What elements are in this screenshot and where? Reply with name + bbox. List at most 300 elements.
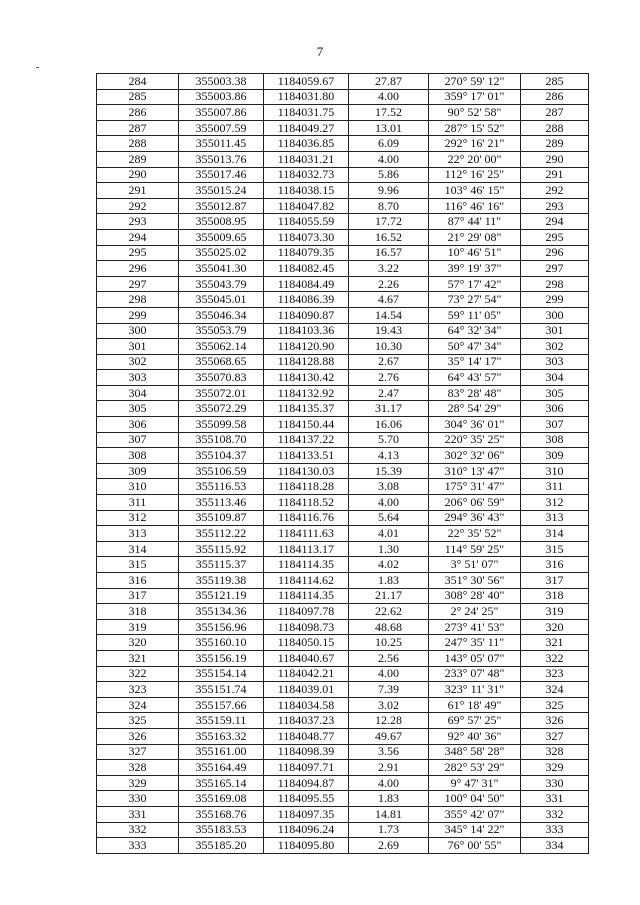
bearing-cell: 351° 30' 56" [429, 573, 521, 589]
x-coordinate-cell: 355072.01 [179, 385, 264, 401]
bearing-cell: 206° 06' 59" [429, 495, 521, 511]
point-number-cell: 298 [97, 292, 179, 308]
table-row [97, 822, 589, 838]
next-point-number-cell: 291 [521, 167, 589, 183]
bearing-cell: 69° 57' 25" [429, 713, 521, 729]
x-coordinate-cell: 355159.11 [179, 713, 264, 729]
y-coordinate-cell: 1184132.92 [264, 385, 349, 401]
y-coordinate-cell: 1184034.58 [264, 697, 349, 713]
y-coordinate-cell: 1184082.45 [264, 261, 349, 277]
next-point-number-cell: 334 [521, 838, 589, 854]
bearing-cell: 59° 11' 05" [429, 307, 521, 323]
point-number-cell: 322 [97, 666, 179, 682]
distance-cell: 10.30 [349, 339, 429, 355]
y-coordinate-cell: 1184031.21 [264, 151, 349, 167]
bearing-cell: 345° 14' 22" [429, 822, 521, 838]
x-coordinate-cell: 355164.49 [179, 760, 264, 776]
next-point-number-cell: 285 [521, 74, 589, 90]
table-row [97, 448, 589, 464]
table-row [97, 697, 589, 713]
x-coordinate-cell: 355011.45 [179, 136, 264, 152]
y-coordinate-cell: 1184114.35 [264, 588, 349, 604]
x-coordinate-cell: 355160.10 [179, 635, 264, 651]
y-coordinate-cell: 1184086.39 [264, 292, 349, 308]
next-point-number-cell: 292 [521, 183, 589, 199]
table-row [97, 323, 589, 339]
x-coordinate-cell: 355046.34 [179, 307, 264, 323]
bearing-cell: 233° 07' 48" [429, 666, 521, 682]
x-coordinate-cell: 355156.19 [179, 650, 264, 666]
table-row [97, 120, 589, 136]
table-row [97, 432, 589, 448]
table-row [97, 744, 589, 760]
x-coordinate-cell: 355072.29 [179, 401, 264, 417]
table-row [97, 401, 589, 417]
point-number-cell: 324 [97, 697, 179, 713]
next-point-number-cell: 315 [521, 541, 589, 557]
bearing-cell: 308° 28' 40" [429, 588, 521, 604]
bearing-cell: 87° 44' 11" [429, 214, 521, 230]
next-point-number-cell: 330 [521, 775, 589, 791]
x-coordinate-cell: 355099.58 [179, 417, 264, 433]
bearing-cell: 64° 32' 34" [429, 323, 521, 339]
point-number-cell: 288 [97, 136, 179, 152]
bearing-cell: 302° 32' 06" [429, 448, 521, 464]
y-coordinate-cell: 1184097.71 [264, 760, 349, 776]
x-coordinate-cell: 355154.14 [179, 666, 264, 682]
next-point-number-cell: 307 [521, 417, 589, 433]
point-number-cell: 295 [97, 245, 179, 261]
distance-cell: 19.43 [349, 323, 429, 339]
point-number-cell: 329 [97, 775, 179, 791]
table-row [97, 495, 589, 511]
x-coordinate-cell: 355163.32 [179, 728, 264, 744]
bearing-cell: 116° 46' 16" [429, 198, 521, 214]
table-row [97, 198, 589, 214]
next-point-number-cell: 311 [521, 479, 589, 495]
distance-cell: 10.25 [349, 635, 429, 651]
table-row [97, 354, 589, 370]
x-coordinate-cell: 355183.53 [179, 822, 264, 838]
x-coordinate-cell: 355070.83 [179, 370, 264, 386]
y-coordinate-cell: 1184130.42 [264, 370, 349, 386]
point-number-cell: 308 [97, 448, 179, 464]
bearing-cell: 28° 54' 29" [429, 401, 521, 417]
x-coordinate-cell: 355045.01 [179, 292, 264, 308]
point-number-cell: 286 [97, 105, 179, 121]
bearing-cell: 114° 59' 25" [429, 541, 521, 557]
next-point-number-cell: 332 [521, 806, 589, 822]
bearing-cell: 103° 46' 15" [429, 183, 521, 199]
distance-cell: 9.96 [349, 183, 429, 199]
table-row [97, 370, 589, 386]
distance-cell: 12.28 [349, 713, 429, 729]
distance-cell: 16.06 [349, 417, 429, 433]
y-coordinate-cell: 1184042.21 [264, 666, 349, 682]
distance-cell: 4.00 [349, 775, 429, 791]
y-coordinate-cell: 1184095.55 [264, 791, 349, 807]
x-coordinate-cell: 355161.00 [179, 744, 264, 760]
next-point-number-cell: 326 [521, 713, 589, 729]
x-coordinate-cell: 355165.14 [179, 775, 264, 791]
distance-cell: 14.81 [349, 806, 429, 822]
x-coordinate-cell: 355104.37 [179, 448, 264, 464]
next-point-number-cell: 318 [521, 588, 589, 604]
distance-cell: 4.13 [349, 448, 429, 464]
y-coordinate-cell: 1184049.27 [264, 120, 349, 136]
point-number-cell: 318 [97, 604, 179, 620]
next-point-number-cell: 331 [521, 791, 589, 807]
next-point-number-cell: 319 [521, 604, 589, 620]
table-row [97, 183, 589, 199]
point-number-cell: 285 [97, 89, 179, 105]
bearing-cell: 287° 15' 52" [429, 120, 521, 136]
bearing-cell: 21° 29' 08" [429, 229, 521, 245]
table-row [97, 557, 589, 573]
y-coordinate-cell: 1184097.35 [264, 806, 349, 822]
coordinates-table-body [97, 74, 589, 854]
next-point-number-cell: 320 [521, 619, 589, 635]
bearing-cell: 57° 17' 42" [429, 276, 521, 292]
distance-cell: 4.01 [349, 526, 429, 542]
distance-cell: 2.47 [349, 385, 429, 401]
point-number-cell: 330 [97, 791, 179, 807]
distance-cell: 2.91 [349, 760, 429, 776]
point-number-cell: 319 [97, 619, 179, 635]
x-coordinate-cell: 355157.66 [179, 697, 264, 713]
bearing-cell: 39° 19' 37" [429, 261, 521, 277]
table-row [97, 573, 589, 589]
distance-cell: 22.62 [349, 604, 429, 620]
next-point-number-cell: 298 [521, 276, 589, 292]
next-point-number-cell: 308 [521, 432, 589, 448]
x-coordinate-cell: 355003.86 [179, 89, 264, 105]
y-coordinate-cell: 1184120.90 [264, 339, 349, 355]
table-row [97, 417, 589, 433]
distance-cell: 16.52 [349, 229, 429, 245]
y-coordinate-cell: 1184095.80 [264, 838, 349, 854]
table-row [97, 89, 589, 105]
point-number-cell: 311 [97, 495, 179, 511]
next-point-number-cell: 296 [521, 245, 589, 261]
distance-cell: 2.76 [349, 370, 429, 386]
table-row [97, 635, 589, 651]
distance-cell: 27.87 [349, 74, 429, 90]
distance-cell: 14.54 [349, 307, 429, 323]
y-coordinate-cell: 1184118.52 [264, 495, 349, 511]
table-row [97, 510, 589, 526]
point-number-cell: 332 [97, 822, 179, 838]
distance-cell: 4.00 [349, 151, 429, 167]
point-number-cell: 325 [97, 713, 179, 729]
distance-cell: 5.86 [349, 167, 429, 183]
x-coordinate-cell: 355068.65 [179, 354, 264, 370]
next-point-number-cell: 312 [521, 495, 589, 511]
distance-cell: 4.02 [349, 557, 429, 573]
point-number-cell: 301 [97, 339, 179, 355]
distance-cell: 48.68 [349, 619, 429, 635]
table-row [97, 666, 589, 682]
table-row [97, 245, 589, 261]
x-coordinate-cell: 355025.02 [179, 245, 264, 261]
table-row [97, 838, 589, 854]
y-coordinate-cell: 1184113.17 [264, 541, 349, 557]
point-number-cell: 320 [97, 635, 179, 651]
distance-cell: 5.64 [349, 510, 429, 526]
next-point-number-cell: 288 [521, 120, 589, 136]
bearing-cell: 22° 20' 00" [429, 151, 521, 167]
table-row [97, 806, 589, 822]
y-coordinate-cell: 1184039.01 [264, 682, 349, 698]
distance-cell: 4.00 [349, 495, 429, 511]
x-coordinate-cell: 355012.87 [179, 198, 264, 214]
table-row [97, 214, 589, 230]
x-coordinate-cell: 355043.79 [179, 276, 264, 292]
next-point-number-cell: 303 [521, 354, 589, 370]
y-coordinate-cell: 1184130.03 [264, 463, 349, 479]
y-coordinate-cell: 1184090.87 [264, 307, 349, 323]
bearing-cell: 92° 40' 36" [429, 728, 521, 744]
next-point-number-cell: 310 [521, 463, 589, 479]
distance-cell: 5.70 [349, 432, 429, 448]
x-coordinate-cell: 355062.14 [179, 339, 264, 355]
next-point-number-cell: 302 [521, 339, 589, 355]
table-row [97, 292, 589, 308]
next-point-number-cell: 317 [521, 573, 589, 589]
next-point-number-cell: 328 [521, 744, 589, 760]
table-row [97, 167, 589, 183]
point-number-cell: 313 [97, 526, 179, 542]
bearing-cell: 355° 42' 07" [429, 806, 521, 822]
next-point-number-cell: 286 [521, 89, 589, 105]
distance-cell: 7.39 [349, 682, 429, 698]
table-row [97, 728, 589, 744]
table-row [97, 105, 589, 121]
next-point-number-cell: 299 [521, 292, 589, 308]
distance-cell: 6.09 [349, 136, 429, 152]
table-row [97, 541, 589, 557]
y-coordinate-cell: 1184118.28 [264, 479, 349, 495]
table-row [97, 276, 589, 292]
next-point-number-cell: 313 [521, 510, 589, 526]
y-coordinate-cell: 1184111.63 [264, 526, 349, 542]
distance-cell: 13.01 [349, 120, 429, 136]
bearing-cell: 22° 35' 52" [429, 526, 521, 542]
table-row [97, 604, 589, 620]
x-coordinate-cell: 355017.46 [179, 167, 264, 183]
point-number-cell: 304 [97, 385, 179, 401]
point-number-cell: 297 [97, 276, 179, 292]
bearing-cell: 35° 14' 17" [429, 354, 521, 370]
point-number-cell: 305 [97, 401, 179, 417]
bearing-cell: 220° 35' 25" [429, 432, 521, 448]
table-row [97, 261, 589, 277]
point-number-cell: 315 [97, 557, 179, 573]
y-coordinate-cell: 1184047.82 [264, 198, 349, 214]
bearing-cell: 100° 04' 50" [429, 791, 521, 807]
x-coordinate-cell: 355015.24 [179, 183, 264, 199]
coordinates-table [96, 73, 589, 854]
x-coordinate-cell: 355151.74 [179, 682, 264, 698]
margin-mark [36, 67, 39, 68]
y-coordinate-cell: 1184050.15 [264, 635, 349, 651]
bearing-cell: 76° 00' 55" [429, 838, 521, 854]
x-coordinate-cell: 355156.96 [179, 619, 264, 635]
next-point-number-cell: 322 [521, 650, 589, 666]
point-number-cell: 323 [97, 682, 179, 698]
bearing-cell: 83° 28' 48" [429, 385, 521, 401]
distance-cell: 3.22 [349, 261, 429, 277]
y-coordinate-cell: 1184096.24 [264, 822, 349, 838]
x-coordinate-cell: 355115.37 [179, 557, 264, 573]
bearing-cell: 3° 51' 07" [429, 557, 521, 573]
table-row [97, 74, 589, 90]
next-point-number-cell: 329 [521, 760, 589, 776]
next-point-number-cell: 316 [521, 557, 589, 573]
bearing-cell: 64° 43' 57" [429, 370, 521, 386]
point-number-cell: 294 [97, 229, 179, 245]
point-number-cell: 299 [97, 307, 179, 323]
y-coordinate-cell: 1184084.49 [264, 276, 349, 292]
x-coordinate-cell: 355115.92 [179, 541, 264, 557]
x-coordinate-cell: 355112.22 [179, 526, 264, 542]
distance-cell: 2.26 [349, 276, 429, 292]
bearing-cell: 73° 27' 54" [429, 292, 521, 308]
x-coordinate-cell: 355007.86 [179, 105, 264, 121]
point-number-cell: 326 [97, 728, 179, 744]
table-row [97, 463, 589, 479]
x-coordinate-cell: 355119.38 [179, 573, 264, 589]
table-row [97, 713, 589, 729]
next-point-number-cell: 333 [521, 822, 589, 838]
y-coordinate-cell: 1184032.73 [264, 167, 349, 183]
y-coordinate-cell: 1184116.76 [264, 510, 349, 526]
next-point-number-cell: 309 [521, 448, 589, 464]
y-coordinate-cell: 1184103.36 [264, 323, 349, 339]
point-number-cell: 287 [97, 120, 179, 136]
y-coordinate-cell: 1184098.73 [264, 619, 349, 635]
table-row [97, 588, 589, 604]
distance-cell: 31.17 [349, 401, 429, 417]
table-row [97, 775, 589, 791]
next-point-number-cell: 295 [521, 229, 589, 245]
point-number-cell: 314 [97, 541, 179, 557]
distance-cell: 4.67 [349, 292, 429, 308]
table-row [97, 229, 589, 245]
next-point-number-cell: 304 [521, 370, 589, 386]
next-point-number-cell: 324 [521, 682, 589, 698]
distance-cell: 2.67 [349, 354, 429, 370]
point-number-cell: 296 [97, 261, 179, 277]
next-point-number-cell: 325 [521, 697, 589, 713]
point-number-cell: 333 [97, 838, 179, 854]
bearing-cell: 10° 46' 51" [429, 245, 521, 261]
point-number-cell: 327 [97, 744, 179, 760]
x-coordinate-cell: 355053.79 [179, 323, 264, 339]
bearing-cell: 292° 16' 21" [429, 136, 521, 152]
bearing-cell: 359° 17' 01" [429, 89, 521, 105]
next-point-number-cell: 293 [521, 198, 589, 214]
y-coordinate-cell: 1184059.67 [264, 74, 349, 90]
table-row [97, 760, 589, 776]
point-number-cell: 289 [97, 151, 179, 167]
y-coordinate-cell: 1184133.51 [264, 448, 349, 464]
next-point-number-cell: 321 [521, 635, 589, 651]
x-coordinate-cell: 355109.87 [179, 510, 264, 526]
y-coordinate-cell: 1184073.30 [264, 229, 349, 245]
bearing-cell: 61° 18' 49" [429, 697, 521, 713]
x-coordinate-cell: 355116.53 [179, 479, 264, 495]
point-number-cell: 292 [97, 198, 179, 214]
distance-cell: 1.83 [349, 791, 429, 807]
bearing-cell: 9° 47' 31" [429, 775, 521, 791]
distance-cell: 3.08 [349, 479, 429, 495]
distance-cell: 21.17 [349, 588, 429, 604]
y-coordinate-cell: 1184036.85 [264, 136, 349, 152]
x-coordinate-cell: 355041.30 [179, 261, 264, 277]
y-coordinate-cell: 1184150.44 [264, 417, 349, 433]
next-point-number-cell: 297 [521, 261, 589, 277]
point-number-cell: 306 [97, 417, 179, 433]
page-number: 7 [316, 44, 324, 59]
distance-cell: 8.70 [349, 198, 429, 214]
point-number-cell: 302 [97, 354, 179, 370]
distance-cell: 4.00 [349, 89, 429, 105]
distance-cell: 17.72 [349, 214, 429, 230]
x-coordinate-cell: 355106.59 [179, 463, 264, 479]
next-point-number-cell: 306 [521, 401, 589, 417]
bearing-cell: 273° 41' 53" [429, 619, 521, 635]
x-coordinate-cell: 355108.70 [179, 432, 264, 448]
point-number-cell: 300 [97, 323, 179, 339]
distance-cell: 3.02 [349, 697, 429, 713]
point-number-cell: 316 [97, 573, 179, 589]
point-number-cell: 307 [97, 432, 179, 448]
table-row [97, 526, 589, 542]
table-row [97, 385, 589, 401]
bearing-cell: 50° 47' 34" [429, 339, 521, 355]
x-coordinate-cell: 355168.76 [179, 806, 264, 822]
y-coordinate-cell: 1184038.15 [264, 183, 349, 199]
distance-cell: 1.73 [349, 822, 429, 838]
x-coordinate-cell: 355121.19 [179, 588, 264, 604]
bearing-cell: 282° 53' 29" [429, 760, 521, 776]
y-coordinate-cell: 1184114.62 [264, 573, 349, 589]
y-coordinate-cell: 1184114.35 [264, 557, 349, 573]
point-number-cell: 309 [97, 463, 179, 479]
x-coordinate-cell: 355007.59 [179, 120, 264, 136]
table-row [97, 619, 589, 635]
y-coordinate-cell: 1184048.77 [264, 728, 349, 744]
point-number-cell: 310 [97, 479, 179, 495]
next-point-number-cell: 290 [521, 151, 589, 167]
y-coordinate-cell: 1184135.37 [264, 401, 349, 417]
table-row [97, 151, 589, 167]
bearing-cell: 294° 36' 43" [429, 510, 521, 526]
bearing-cell: 310° 13' 47" [429, 463, 521, 479]
next-point-number-cell: 323 [521, 666, 589, 682]
point-number-cell: 328 [97, 760, 179, 776]
bearing-cell: 247° 35' 11" [429, 635, 521, 651]
y-coordinate-cell: 1184055.59 [264, 214, 349, 230]
bearing-cell: 304° 36' 01" [429, 417, 521, 433]
table-row [97, 682, 589, 698]
distance-cell: 15.39 [349, 463, 429, 479]
y-coordinate-cell: 1184040.67 [264, 650, 349, 666]
y-coordinate-cell: 1184031.75 [264, 105, 349, 121]
bearing-cell: 112° 16' 25" [429, 167, 521, 183]
y-coordinate-cell: 1184097.78 [264, 604, 349, 620]
